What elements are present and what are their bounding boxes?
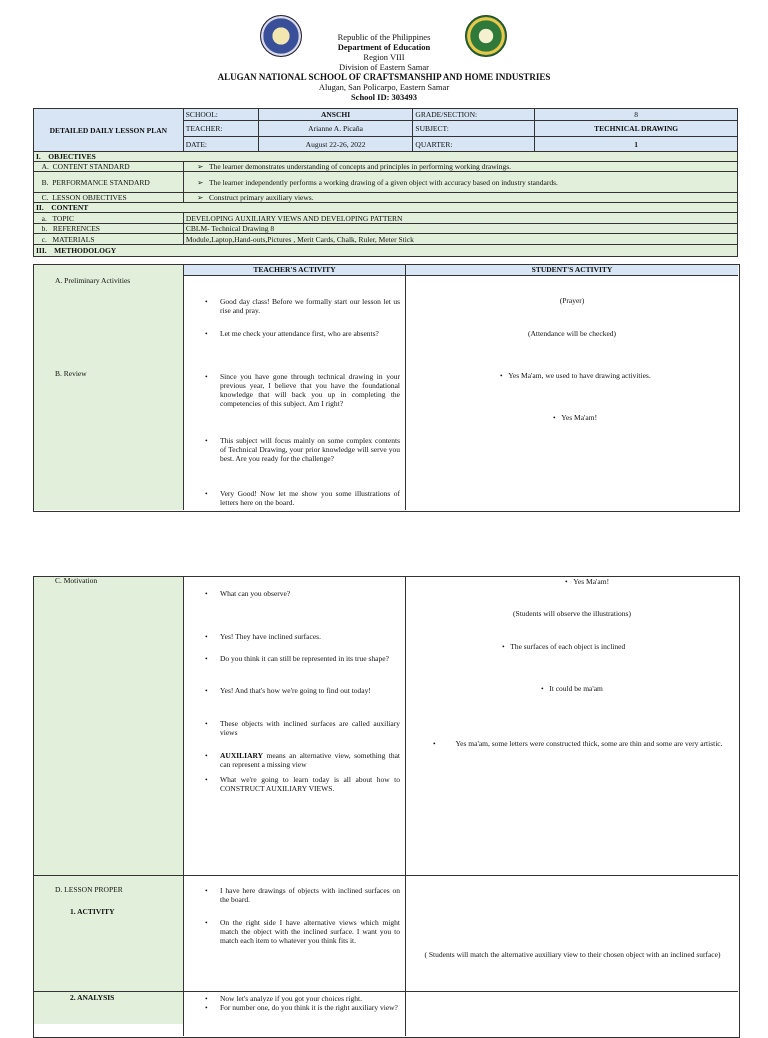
header-republic: Republic of the Philippines (337, 32, 431, 42)
header-school-id: School ID: 303493 (350, 92, 418, 102)
col-divider-1 (183, 264, 184, 510)
col-divider-4 (405, 576, 406, 1036)
references-label (34, 224, 184, 234)
objectives-table (33, 151, 738, 257)
content-title: CONTENT (51, 203, 89, 212)
student-activity-header: STUDENT'S ACTIVITY (406, 265, 738, 275)
quarter-label: QUARTER: (413, 137, 535, 152)
grade-value: 8 (535, 109, 738, 121)
auxiliary-definition: means an alternative view, something that can represent a missing view (220, 751, 400, 769)
content-heading (34, 203, 738, 213)
motivation-label: C. Motivation (55, 576, 98, 585)
analysis-label: 2. ANALYSIS (70, 993, 115, 1002)
methodology-heading (34, 245, 738, 257)
teacher-item-analyze: • Now let's analyze if you got your choices right. (220, 994, 400, 1003)
lesson-objectives-label (34, 193, 184, 203)
teacher-item-drawings: • I have here drawings of objects with inclined surfaces on the board. (220, 886, 400, 904)
objectives-heading (34, 152, 738, 162)
content-standard-title: CONTENT STANDARD (52, 162, 130, 171)
subject-label: SUBJECT: (413, 121, 535, 137)
teacher-item-inclined: • Yes! They have inclined surfaces. (220, 632, 400, 641)
methodology-num: III. (36, 246, 47, 255)
grade-label: GRADE/SECTION: (413, 109, 535, 121)
methodology-title: METHODOLOGY (54, 246, 117, 255)
references-text: CBLM- Technical Drawing 8 (183, 224, 737, 234)
performance-standard-label (34, 172, 184, 193)
topic-text: DEVELOPING AUXILIARY VIEWS AND DEVELOPING PATTERN (183, 213, 737, 224)
teacher-item-find-out: • Yes! And that's how we're going to find out today! (220, 686, 400, 695)
header-department: Department of Education (337, 42, 431, 52)
objectives-title: OBJECTIVES (48, 152, 96, 161)
performance-standard-text: ➢ The learner independently performs a working drawing of a given object with accuracy based on industry standards. (183, 172, 737, 193)
student-item-prayer: (Prayer) (559, 296, 585, 305)
teacher-item-illustrations: • Very Good! Now let me show you some illustrations of letters here on the board. (220, 489, 400, 507)
teacher-activity-header: TEACHER'S ACTIVITY (184, 265, 405, 275)
school-label: SCHOOL: (183, 109, 258, 121)
auxiliary-term: AUXILIARY (220, 751, 264, 760)
student-item-could-be: • It could be ma'am (541, 684, 603, 693)
quarter-value: 1 (535, 137, 738, 152)
activity-label: 1. ACTIVITY (70, 907, 115, 916)
student-item-letters: • Yes ma'am, some letters were constructed thick, some are thin and some are very artistic. (448, 739, 730, 748)
references-num: b. (41, 224, 48, 233)
student-item-yes: • Yes Ma'am! (553, 413, 598, 422)
teacher-value: Arianne A. Picaña (258, 121, 413, 137)
teacher-item-true-shape: • Do you think it can still be represented in its true shape? (220, 654, 400, 663)
teacher-item-attendance: • Let me check your attendance first, who are absents? (220, 329, 400, 338)
header-school-name: ALUGAN NATIONAL SCHOOL OF CRAFTSMANSHIP AND HOME INDUSTRIES (217, 72, 551, 82)
references-title: REFERENCES (52, 224, 100, 233)
date-label: DATE: (183, 137, 258, 152)
teacher-item-challenge: • This subject will focus mainly on some complex contents of Technical Drawing, your prior knowledge will serve you best. Are you ready for the challenge? (220, 436, 400, 463)
teacher-item-match: • On the right side I have alternative views which might match the object with the inclined surface. I want you to match each item to whatever you think fits it. (220, 918, 400, 945)
performance-standard-title: PERFORMANCE STANDARD (52, 177, 150, 187)
content-standard-label (34, 162, 184, 172)
school-value: ANSCHI (258, 109, 413, 121)
student-item-review: • Yes Ma'am, we used to have drawing activities. (500, 371, 651, 380)
subject-value: TECHNICAL DRAWING (535, 121, 738, 137)
label-column-fill-2 (34, 577, 183, 1024)
lesson-objectives-num: C. (41, 193, 49, 202)
student-item-attendance: (Attendance will be checked) (527, 329, 617, 338)
preliminary-activities-label: A. Preliminary Activities (55, 276, 131, 285)
topic-label (34, 213, 184, 224)
performance-standard-num: B. (41, 177, 49, 187)
materials-text: Module,Laptop,Hand-outs,Pictures , Merit Cards, Chalk, Ruler, Meter Stick (183, 234, 737, 245)
content-standard-text: ➢ The learner demonstrates understanding of concepts and principles in performing working drawings. (183, 162, 737, 172)
label-column-fill (34, 265, 183, 510)
teacher-item-prayer: • Good day class! Before we formally start our lesson let us rise and pray. (220, 297, 400, 315)
header-address: Alugan, San Policarpo, Eastern Samar (318, 82, 450, 92)
performance-standard-desc: The learner independently performs a working drawing of a given object with accuracy based on industry standards. (209, 177, 558, 187)
content-standard-num: A. (41, 162, 49, 171)
materials-title: MATERIALS (52, 234, 95, 244)
info-table (33, 108, 738, 152)
row-divider-activity (33, 991, 738, 992)
col-divider-3 (183, 576, 184, 1036)
student-item-inclined: • The surfaces of each object is inclined (502, 642, 626, 651)
teacher-item-observe: • What can you observe? (220, 589, 400, 598)
teacher-item-lesson-goal: • What we're going to learn today is all about how to CONSTRUCT AUXILIARY VIEWS. (220, 775, 400, 793)
student-item-yes-2: • Yes Ma'am! (565, 577, 610, 586)
lesson-objectives-text: ➢ Construct primary auxiliary views. (183, 193, 737, 203)
content-num: II. (36, 203, 44, 212)
review-label: B. Review (55, 369, 87, 378)
teacher-item-number-one: • For number one, do you think it is the right auxiliary view? (220, 1003, 400, 1012)
materials-label (34, 234, 184, 245)
header-region: Region VIII (363, 52, 405, 62)
topic-num: a. (41, 213, 47, 223)
content-standard-desc: The learner demonstrates understanding of concepts and principles in performing working drawings. (209, 162, 512, 171)
topic-title: TOPIC (52, 213, 75, 223)
plan-title: DETAILED DAILY LESSON PLAN (34, 109, 184, 152)
teacher-label: TEACHER: (183, 121, 258, 137)
objectives-num: I. (36, 152, 41, 161)
teacher-item-auxiliary-meaning (220, 751, 400, 769)
row-divider-motivation (33, 875, 738, 876)
lesson-proper-label: D. LESSON PROPER (55, 885, 123, 894)
student-item-could-be-text: It could be ma'am (549, 684, 603, 693)
student-item-review-text: Yes Ma'am, we used to have drawing activities. (508, 371, 651, 380)
date-value: August 22-26, 2022 (258, 137, 413, 152)
student-item-yes-text: Yes Ma'am! (561, 413, 598, 422)
student-item-inclined-text: The surfaces of each object is inclined (510, 642, 626, 651)
teacher-item-review: • Since you have gone through technical drawing in your previous year, I believe that you have the foundational knowledge that will back you up in completing the competencies of this subject. Am I right? (220, 372, 400, 408)
teacher-item-auxiliary-views: • These objects with inclined surfaces are called auxiliary views (220, 719, 400, 737)
lesson-objectives-desc: Construct primary auxiliary views. (209, 193, 314, 202)
student-item-match: ( Students will match the alternative auxiliary view to their chosen object with an inclined surface) (424, 950, 721, 959)
lesson-objectives-title: LESSON OBJECTIVES (52, 193, 127, 202)
header-division: Division of Eastern Samar (339, 62, 429, 72)
student-item-yes-2-text: Yes Ma'am! (573, 577, 610, 586)
student-item-observe: (Students will observe the illustrations) (513, 609, 631, 618)
materials-num: c. (41, 234, 47, 244)
